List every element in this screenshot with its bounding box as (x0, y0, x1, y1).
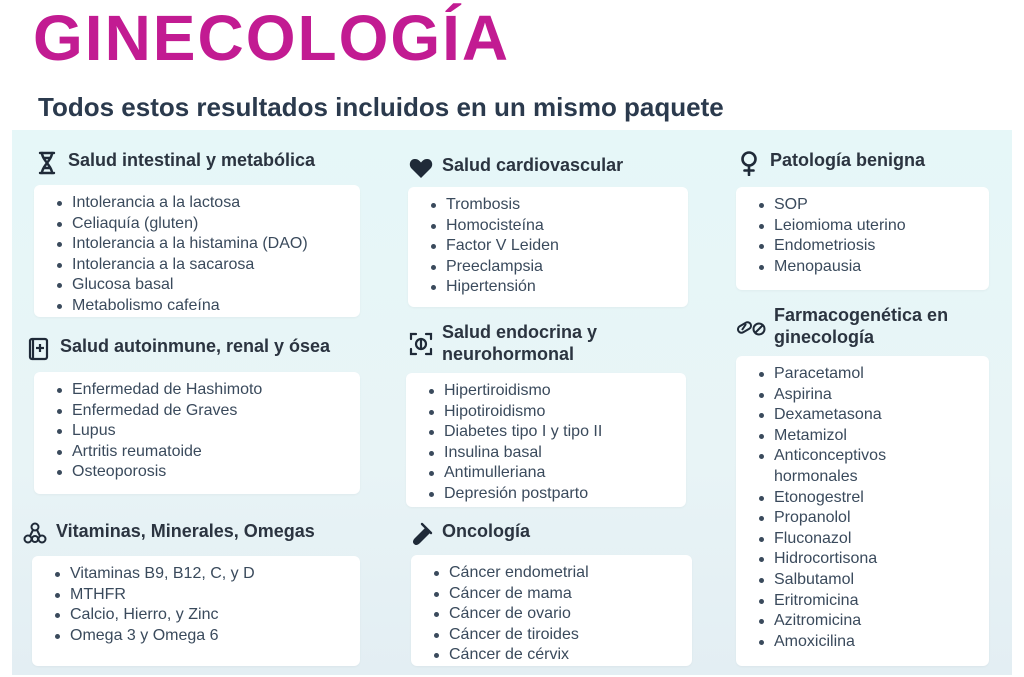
list-item: Hipertensión (446, 277, 688, 298)
list-item: Paracetamol (774, 364, 989, 385)
list-item: Amoxicilina (774, 632, 989, 653)
list-item: Metabolismo cafeína (72, 296, 360, 317)
list-item: Calcio, Hierro, y Zinc (70, 605, 360, 626)
list-item: Cáncer de ovario (449, 604, 692, 625)
list-item: Cáncer de cérvix (449, 645, 692, 666)
list-item: Intolerancia a la lactosa (72, 193, 360, 214)
card-oncologia (411, 555, 692, 666)
list-item: Leiomioma uterino (774, 216, 989, 237)
list-item: Enfermedad de Hashimoto (72, 380, 360, 401)
card-cardio (408, 187, 688, 307)
list-item: Antimulleriana (444, 463, 686, 484)
heart-icon (408, 155, 434, 181)
list-item: Hipertiroidismo (444, 381, 686, 402)
list-item: Insulina basal (444, 443, 686, 464)
list-item: SOP (774, 195, 989, 216)
list-item: Hidrocortisona (774, 549, 989, 570)
list-item: MTHFR (70, 585, 360, 606)
section-heading-benigna (736, 150, 925, 176)
list-item: Enfermedad de Graves (72, 401, 360, 422)
section-heading-endocrina (408, 322, 668, 365)
list-item: Metamizol (774, 426, 989, 447)
medical-book-icon (26, 336, 52, 362)
list-item: Propanolol (774, 508, 989, 529)
list-item: Hipotiroidismo (444, 402, 686, 423)
brain-scan-icon (408, 331, 434, 357)
list-item: Trombosis (446, 195, 688, 216)
list-item: Cáncer de mama (449, 584, 692, 605)
section-heading-autoinmune (26, 336, 330, 362)
list-item: Intolerancia a la histamina (DAO) (72, 234, 360, 255)
section-title: Patología benigna (770, 150, 926, 170)
list-item: Glucosa basal (72, 275, 360, 296)
list-item: Artritis reumatoide (72, 442, 360, 463)
section-title: Salud cardiovascular (442, 155, 624, 175)
list-item: Homocisteína (446, 216, 688, 237)
card-endocrina (406, 373, 686, 507)
female-symbol-icon (736, 150, 762, 176)
section-title: Vitaminas, Minerales, Omegas (56, 521, 315, 541)
card-intestinal (34, 185, 360, 317)
list-item: Omega 3 y Omega 6 (70, 626, 360, 647)
list-item: Osteoporosis (72, 462, 360, 483)
list-item: Dexametasona (774, 405, 989, 426)
section-heading-vitaminas (22, 521, 315, 547)
card-autoinmune (34, 372, 360, 494)
section-title: Farmacogenética en ginecología (774, 305, 949, 347)
list-item: Cáncer de tiroides (449, 625, 692, 646)
list-item: Eritromicina (774, 591, 989, 612)
page-subtitle: Todos estos resultados incluidos en un mismo paquete (38, 92, 724, 122)
list-item: Endometriosis (774, 236, 989, 257)
list-item: Azitromicina (774, 611, 989, 632)
pills-icon (736, 314, 766, 340)
dna-hourglass-icon (34, 150, 60, 176)
list-item: Factor V Leiden (446, 236, 688, 257)
list-item: Anticonceptivos hormonales (774, 446, 924, 487)
list-item: Preeclampsia (446, 257, 688, 278)
section-title: Oncología (442, 521, 531, 541)
page-title: GINECOLOGÍA (33, 2, 511, 74)
card-vitaminas (32, 556, 360, 666)
molecule-icon (22, 521, 48, 547)
list-item: Diabetes tipo I y tipo II (444, 422, 686, 443)
list-item: Lupus (72, 421, 360, 442)
section-title: Salud autoinmune, renal y ósea (60, 336, 331, 356)
list-item: Aspirina (774, 385, 989, 406)
list-item: Celiaquía (gluten) (72, 214, 360, 235)
list-item: Depresión postparto (444, 484, 686, 505)
section-heading-oncologia (408, 521, 530, 547)
section-heading-farmaco (736, 305, 976, 348)
section-heading-intestinal (34, 150, 315, 176)
card-benigna (736, 187, 989, 290)
list-item: Fluconazol (774, 529, 989, 550)
list-item: Etonogestrel (774, 488, 989, 509)
section-heading-cardio (408, 155, 623, 181)
list-item: Menopausia (774, 257, 989, 278)
test-tube-icon (408, 521, 434, 547)
list-item: Cáncer endometrial (449, 563, 692, 584)
list-item: Salbutamol (774, 570, 989, 591)
card-farmaco (736, 356, 989, 666)
list-item: Intolerancia a la sacarosa (72, 255, 360, 276)
list-item: Vitaminas B9, B12, C, y D (70, 564, 360, 585)
section-title: Salud endocrina y neurohormonal (442, 322, 598, 364)
section-title: Salud intestinal y metabólica (68, 150, 316, 170)
